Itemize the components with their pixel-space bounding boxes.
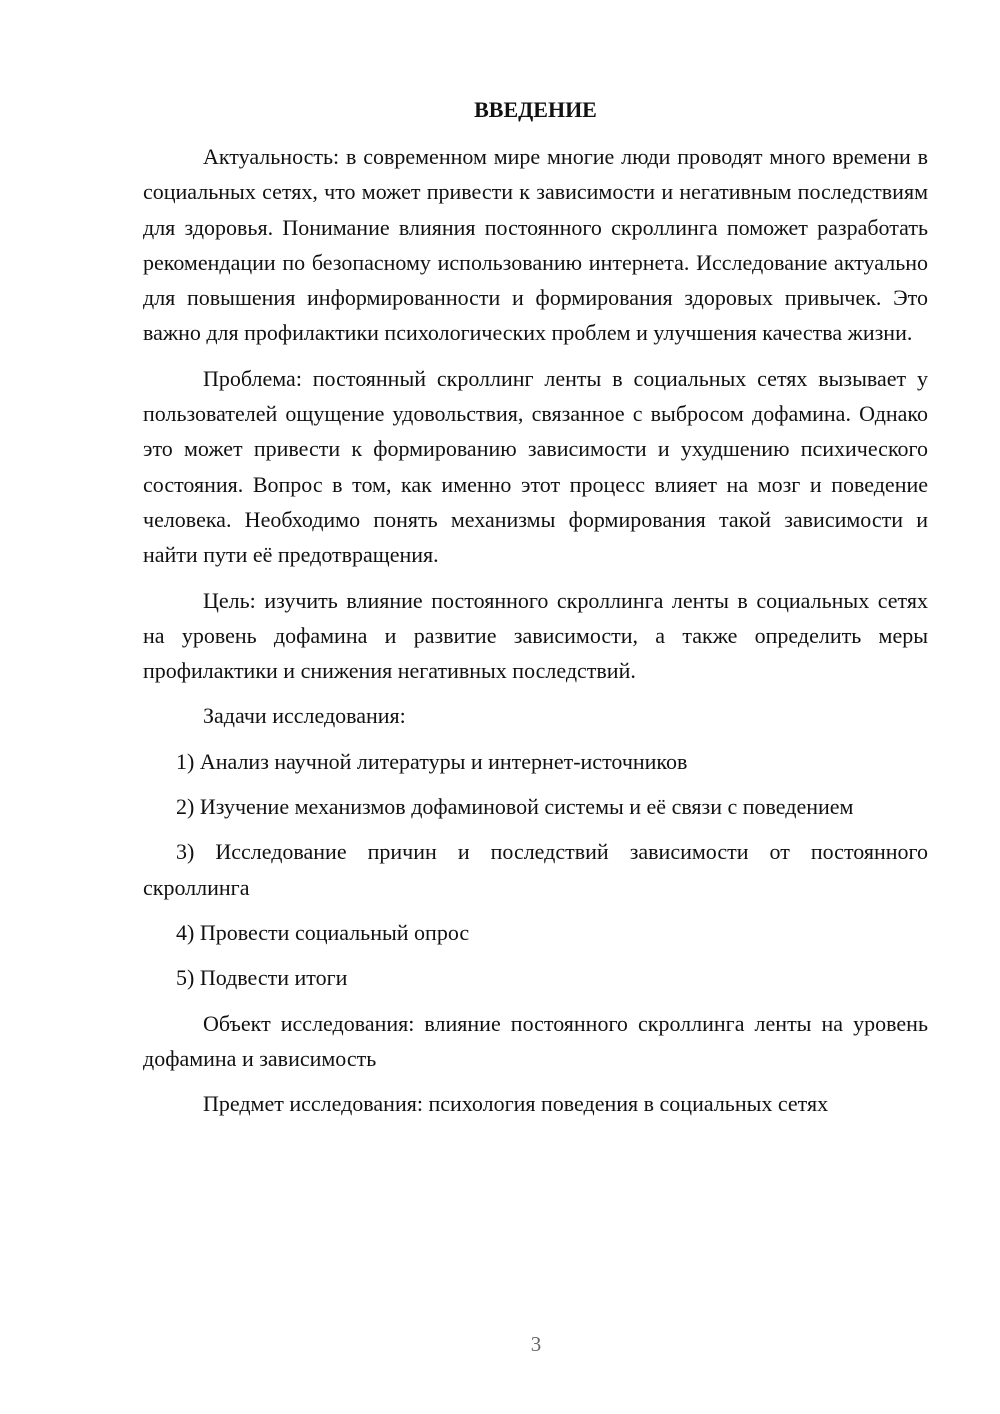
task-item-5: 5) Подвести итоги (176, 965, 348, 991)
subject-paragraph: Предмет исследования: психология поведения в социальных сетях (203, 1091, 829, 1117)
tasks-title: Задачи исследования: (203, 703, 406, 729)
document-page (143, 92, 928, 1131)
problem-paragraph: Проблема: постоянный скроллинг ленты в социальных сетях вызывает у пользователей ощущение удовольствия, связанное с выбросом дофамина. Однако это может привести к формированию зависимости и ухудшению психического состояния. Вопрос в том, как именно этот процесс влияет на мозг и поведение человека. Необходимо понять механизмы формирования такой зависимости и найти пути её предотвращения. (143, 365, 928, 568)
object-paragraph: Объект исследования: влияние постоянного скроллинга ленты на уровень дофамина и зависимость (143, 1010, 928, 1071)
task-item-4: 4) Провести социальный опрос (176, 919, 470, 945)
task-item-3: 3) Исследование причин и последствий зависимости от постоянного скроллинга (143, 839, 928, 900)
goal-paragraph: Цель: изучить влияние постоянного скроллинга ленты в социальных сетях на уровень дофамина и развитие зависимости, а также определить меры профилактики и снижения негативных последствий. (143, 587, 928, 684)
relevance-paragraph: Актуальность: в современном мире многие люди проводят много времени в социальных сетях, что может привести к зависимости и негативным последствиям для здоровья. Понимание влияния постоянного скроллинга поможет разработать рекомендации по безопасному использованию интернета. Исследование актуально для повышения информированности и формирования здоровых привычек. Это важно для профилактики психологических проблем и улучшения качества жизни. (143, 144, 928, 346)
task-item-2: 2) Изучение механизмов дофаминовой системы и её связи с поведением (176, 794, 854, 820)
task-item-1: 1) Анализ научной литературы и интернет-источников (176, 748, 688, 774)
page-number: 3 (530, 1332, 542, 1356)
section-heading: ВВЕДЕНИЕ (474, 97, 597, 122)
